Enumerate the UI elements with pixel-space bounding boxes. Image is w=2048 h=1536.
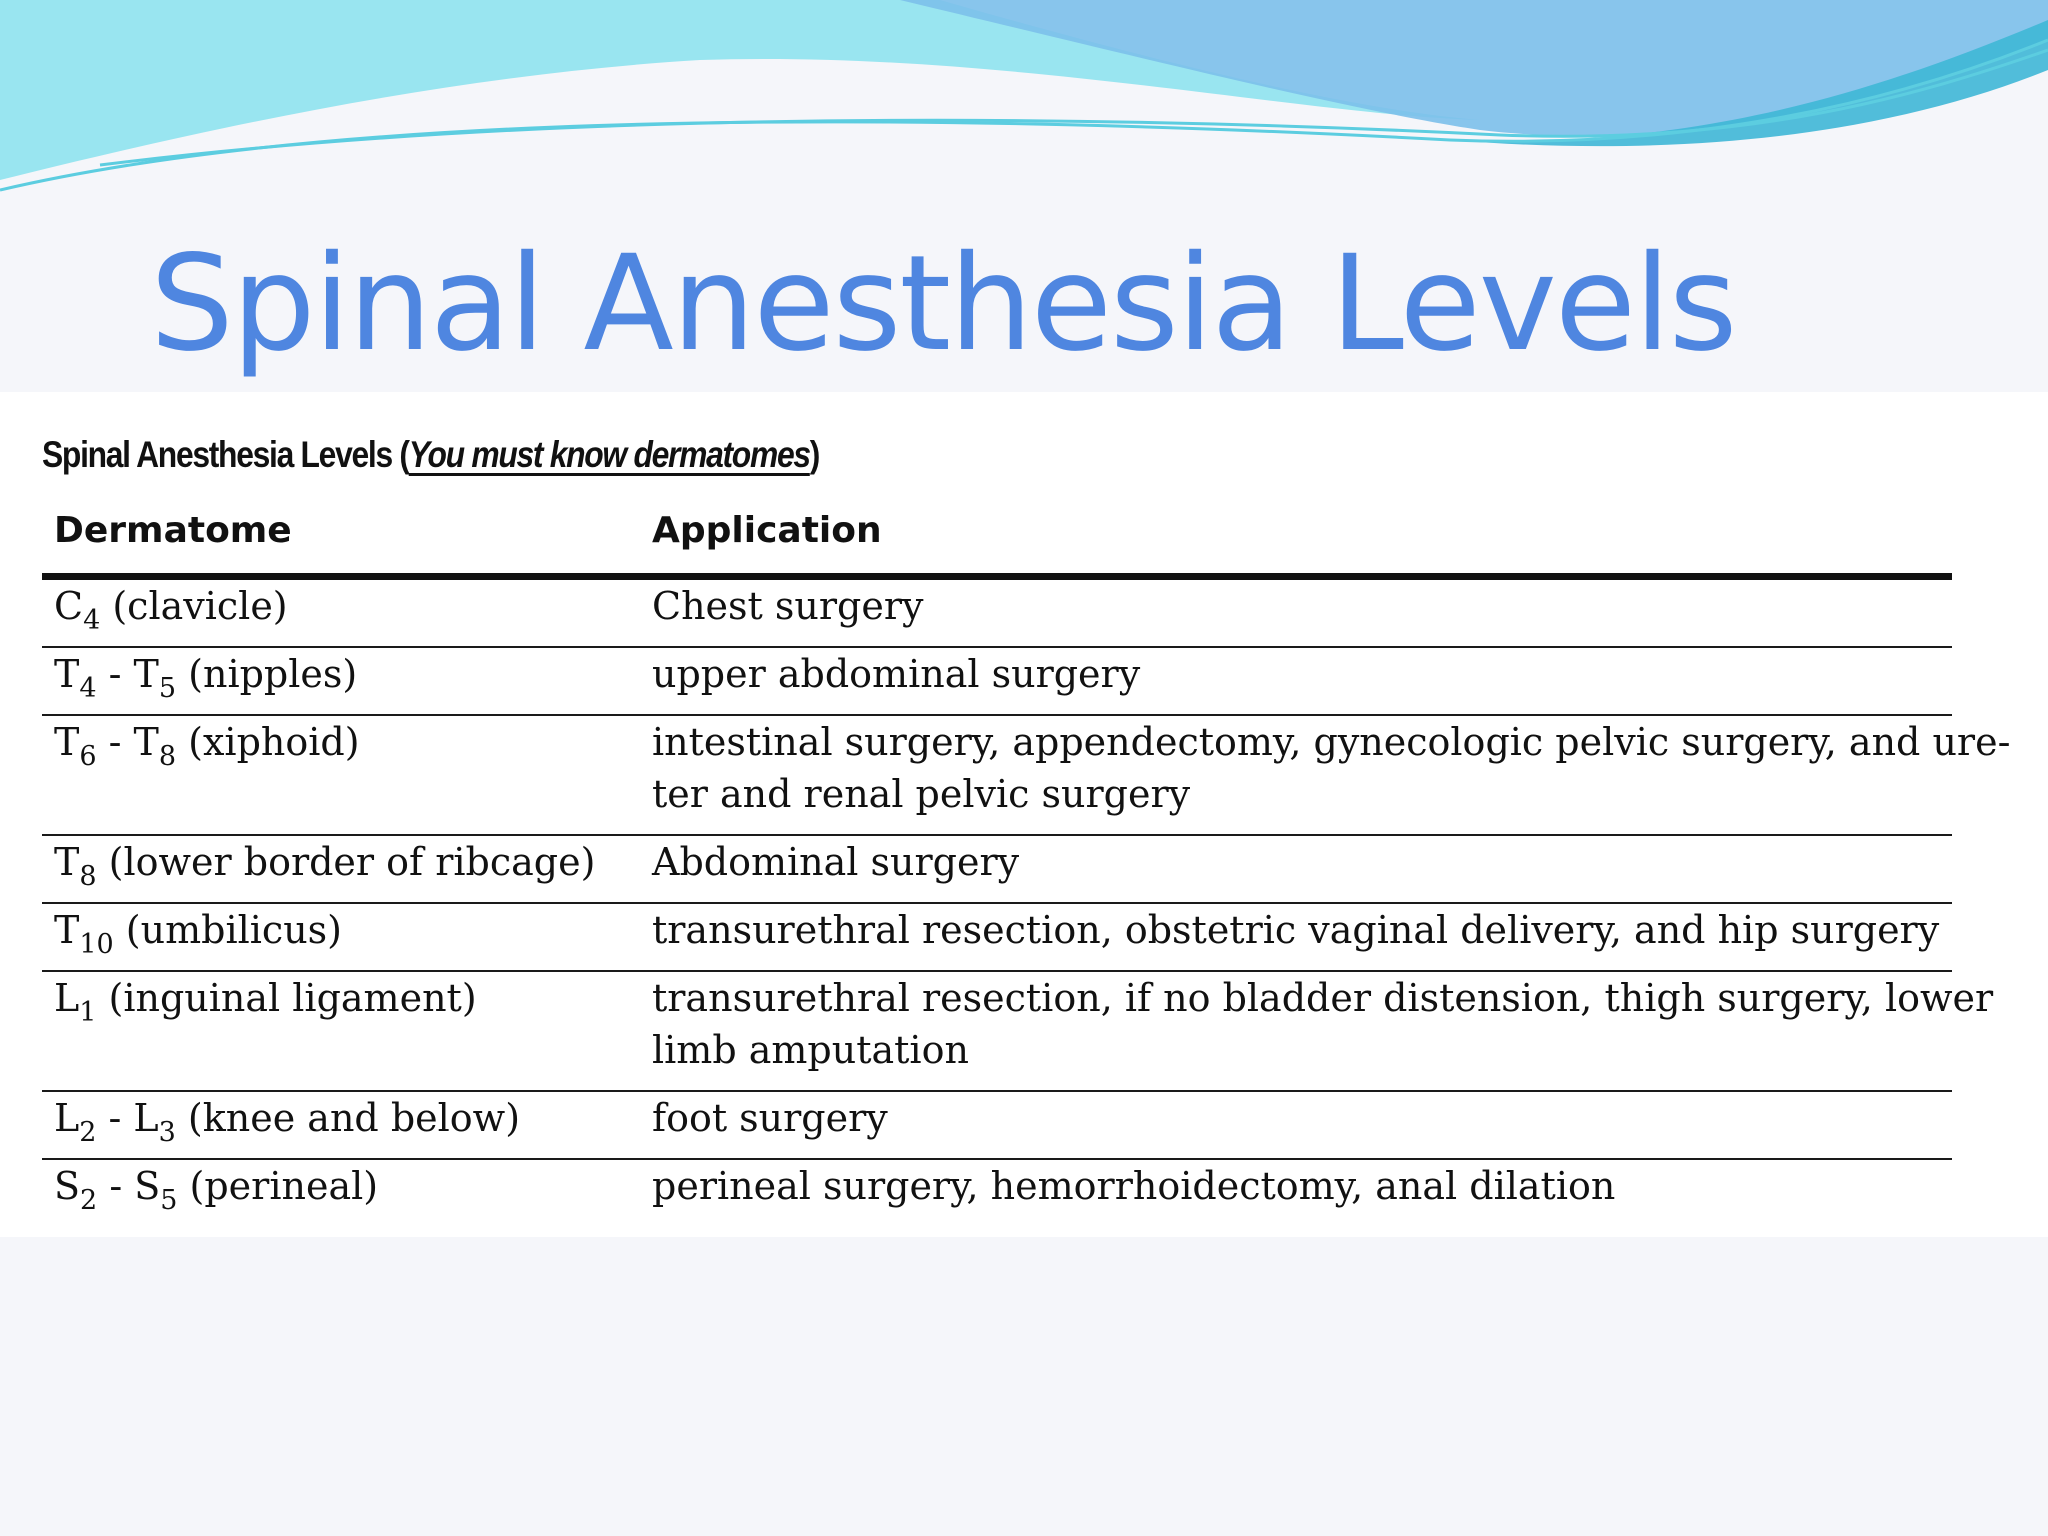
dermatome-level: T [54, 908, 80, 952]
dermatome-cell [54, 972, 477, 1028]
column-header-application: Application [652, 510, 882, 551]
table-row [42, 716, 2011, 836]
dermatome-subscript: 2 [80, 1185, 98, 1216]
table-row [42, 904, 1952, 972]
dermatome-level: L [54, 976, 80, 1020]
header-rule [42, 573, 1952, 580]
dermatome-subscript: 6 [79, 741, 97, 772]
application-cell [652, 1092, 1952, 1144]
application-line: Abdominal surgery [652, 840, 1020, 884]
application-line: Chest surgery [652, 584, 924, 628]
application-line: transurethral resection, obstetric vaginal delivery, and hip surgery [652, 908, 1940, 952]
dermatome-range-to: - T [96, 652, 159, 696]
dermatome-landmark: (perineal) [177, 1164, 379, 1208]
dermatome-cell [54, 836, 596, 892]
dermatome-subscript: 8 [79, 861, 97, 892]
table-row [42, 648, 1952, 716]
dermatome-landmark: (inguinal ligament) [96, 976, 477, 1020]
table-header [42, 510, 1952, 570]
dermatome-level: S [54, 1164, 81, 1208]
column-header-dermatome: Dermatome [54, 510, 292, 551]
application-line: foot surgery [652, 1096, 888, 1140]
table-row [42, 1092, 1952, 1160]
dermatome-level: T [54, 720, 80, 764]
dermatome-subscript: 5 [158, 673, 177, 704]
dermatome-landmark: (nipples) [176, 652, 358, 696]
dermatome-subscript: 1 [79, 997, 97, 1028]
dermatome-subscript: 8 [158, 741, 177, 772]
application-line: transurethral resection, if no bladder distension, thigh surgery, lower [652, 976, 1994, 1020]
dermatome-range-to: - S [97, 1164, 161, 1208]
dermatome-subscript: 2 [79, 1117, 97, 1148]
table-row [42, 836, 1952, 904]
dermatome-landmark: (umbilicus) [113, 908, 342, 952]
dermatome-level: T [54, 652, 80, 696]
dermatome-subscript: 10 [79, 929, 114, 960]
application-cell [652, 904, 1952, 956]
table-row [42, 1160, 1952, 1226]
dermatome-landmark: (xiphoid) [176, 720, 360, 764]
slide-title: Spinal Anesthesia Levels [150, 227, 1736, 381]
dermatome-subscript: 4 [83, 605, 101, 636]
dermatome-range-to: - T [96, 720, 159, 764]
table-body [42, 580, 2011, 1226]
application-line: intestinal surgery, appendectomy, gynecologic pelvic surgery, and ure- [652, 720, 2011, 764]
dermatome-level: T [54, 840, 80, 884]
table-row [42, 580, 1952, 648]
dermatome-level: L [54, 1096, 80, 1140]
application-line: upper abdominal surgery [652, 652, 1141, 696]
table-panel [0, 392, 2048, 1237]
table-caption-text: Spinal Anesthesia Levels [42, 434, 392, 475]
dermatome-landmark: (lower border of ribcage) [96, 840, 596, 884]
dermatome-subscript: 3 [158, 1117, 176, 1148]
header-wave-decoration [0, 0, 2048, 240]
dermatome-cell [54, 716, 360, 772]
table-caption-note: You must know dermatomes [408, 434, 810, 475]
application-cell [652, 1160, 1952, 1212]
table-caption: Spinal Anesthesia Levels (You must know dermatomes) [42, 434, 820, 475]
application-cell [652, 716, 2011, 820]
dermatome-cell [54, 648, 358, 704]
application-line: ter and renal pelvic surgery [652, 772, 1191, 816]
dermatome-subscript: 4 [79, 673, 97, 704]
application-cell [652, 836, 1952, 888]
dermatome-cell [54, 1160, 379, 1216]
application-cell [652, 972, 1994, 1076]
application-line: limb amputation [652, 1028, 969, 1072]
dermatome-cell [54, 580, 288, 636]
dermatome-subscript: 5 [160, 1185, 178, 1216]
dermatome-range-to: - L [96, 1096, 159, 1140]
table-row [42, 972, 1994, 1092]
dermatome-landmark: (clavicle) [100, 584, 288, 628]
dermatome-cell [54, 904, 342, 960]
dermatome-level: C [54, 584, 84, 628]
dermatome-landmark: (knee and below) [175, 1096, 521, 1140]
application-cell [652, 580, 1952, 632]
dermatome-cell [54, 1092, 521, 1148]
application-cell [652, 648, 1952, 700]
application-line: perineal surgery, hemorrhoidectomy, anal dilation [652, 1164, 1616, 1208]
